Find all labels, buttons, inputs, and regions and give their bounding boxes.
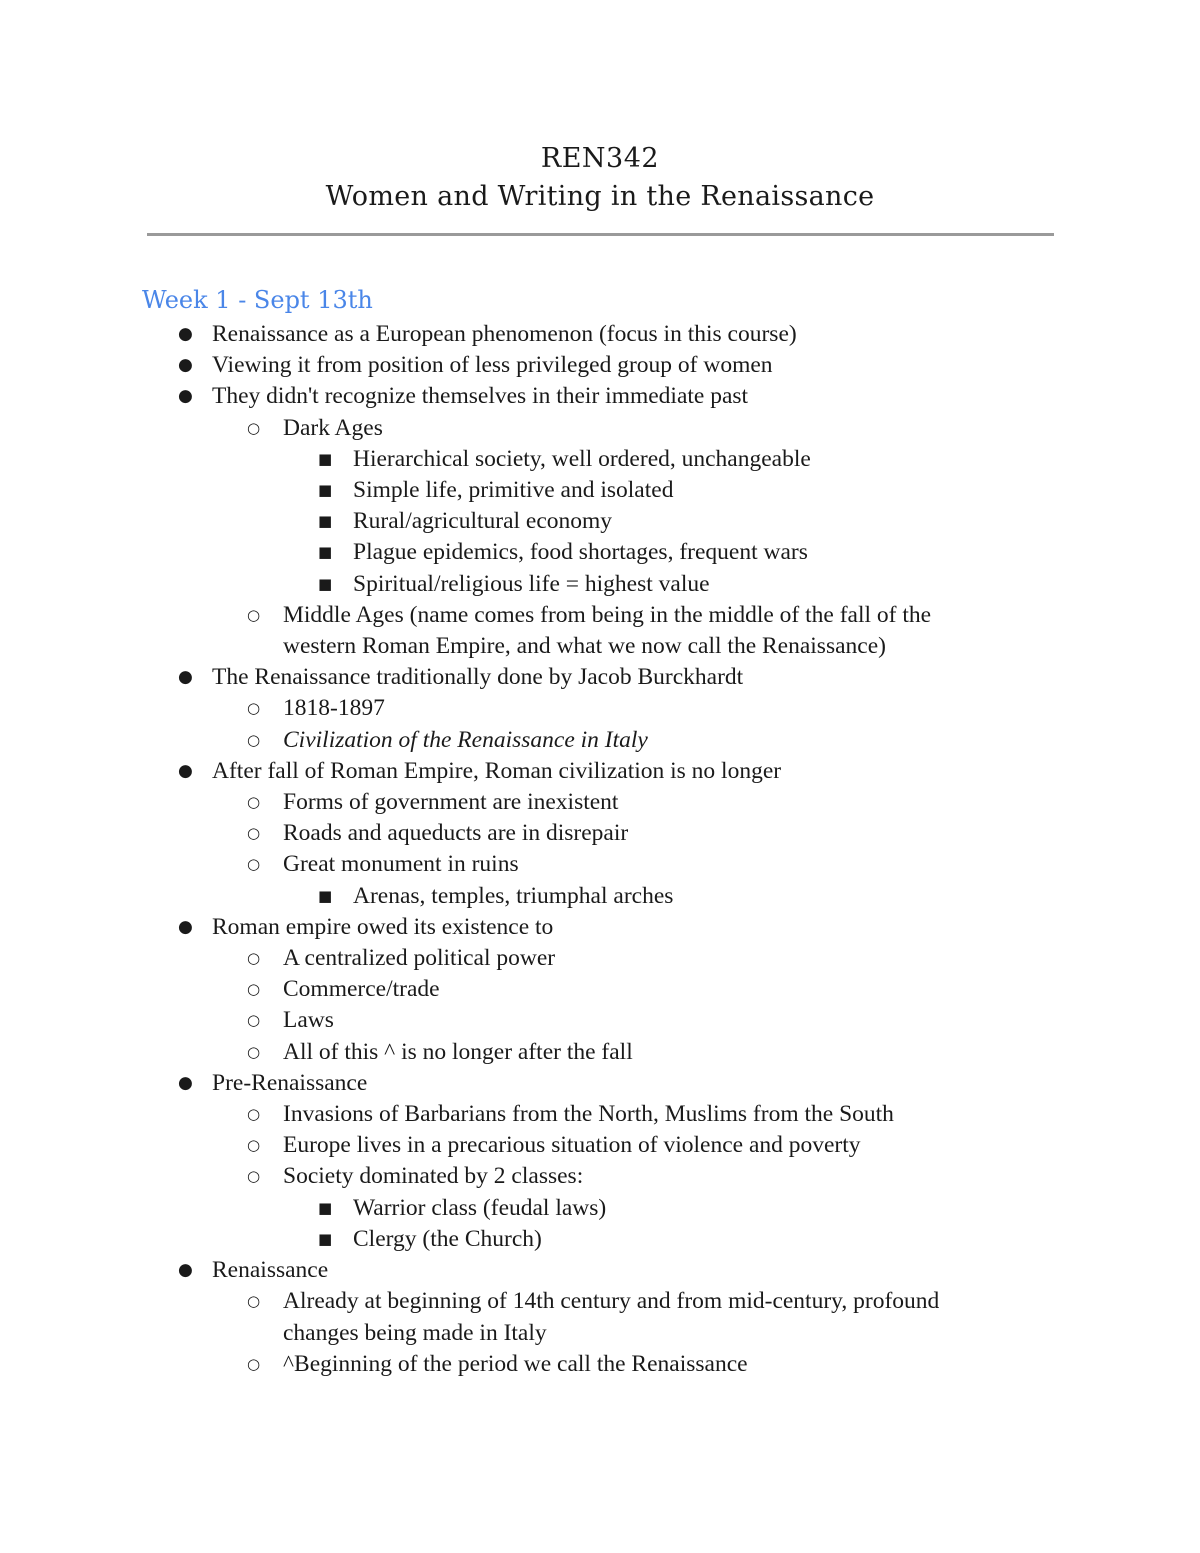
list-item-level-1 <box>0 350 1012 381</box>
bullet-square-icon: ■ <box>318 1198 333 1217</box>
list-item-level-2 <box>0 725 1008 756</box>
bullet-square-icon: ■ <box>318 1229 333 1248</box>
list-item-level-2 <box>0 943 1008 974</box>
list-item-text: Dark Ages <box>283 414 383 441</box>
list-item-text: Spiritual/religious life = highest value <box>353 570 710 597</box>
list-item-text: Invasions of Barbarians from the North, Muslims from the South <box>283 1101 894 1128</box>
bullet-square-icon: ■ <box>318 512 333 531</box>
list-item-level-2 <box>0 1005 1008 1036</box>
bullet-dot-icon: ● <box>178 324 193 344</box>
list-item-text: Commerce/trade <box>283 976 440 1003</box>
list-item-text: Forms of government are inexistent <box>283 789 619 816</box>
bullet-circle-icon: ○ <box>247 949 261 968</box>
list-item-text: Pre-Renaissance <box>212 1069 368 1096</box>
bullet-dot-icon: ● <box>178 1072 193 1093</box>
list-item-text: Warrior class (feudal laws) <box>353 1194 607 1221</box>
list-item-level-2 <box>0 413 1008 444</box>
list-item-text: ^Beginning of the period we call the Renaissance <box>283 1350 748 1377</box>
bullet-dot-icon: ● <box>178 1260 193 1281</box>
bullet-circle-icon: ○ <box>247 1042 261 1061</box>
list-item-level-1 <box>0 1255 1012 1286</box>
bullet-circle-icon: ○ <box>247 793 261 812</box>
list-item-text: Renaissance as a European phenomenon (focus in this course) <box>212 321 797 347</box>
section-heading: Week 1 - Sept 13th <box>142 286 373 314</box>
list-item-level-2 <box>0 1130 1008 1161</box>
list-item-level-2 <box>0 1286 1008 1348</box>
bullet-circle-icon: ○ <box>247 1136 261 1155</box>
list-item-text: Clergy (the Church) <box>353 1225 542 1252</box>
list-item-level-1 <box>0 381 1012 412</box>
list-item-level-2 <box>0 693 1008 724</box>
list-item-level-2 <box>0 1037 1008 1068</box>
list-item-text: Plague epidemics, food shortages, frequent wars <box>353 539 808 566</box>
list-item-level-3 <box>0 444 1008 475</box>
list-item-level-2 <box>0 818 1008 849</box>
list-item-text: Roman empire owed its existence to <box>212 913 554 940</box>
bullet-circle-icon: ○ <box>247 1105 261 1124</box>
bullet-circle-icon: ○ <box>247 1167 261 1186</box>
bullet-square-icon: ■ <box>318 574 333 593</box>
list-item-text: Hierarchical society, well ordered, unchangeable <box>353 445 811 472</box>
list-item-text: Rural/agricultural economy <box>353 508 613 535</box>
bullet-circle-icon: ○ <box>247 824 261 843</box>
list-item-text: Roads and aqueducts are in disrepair <box>283 820 629 847</box>
bullet-dot-icon: ● <box>178 760 193 781</box>
list-item-level-3 <box>0 506 1008 537</box>
notes-outline <box>0 319 1200 1380</box>
course-title: Women and Writing in the Renaissance <box>325 181 875 212</box>
list-item-level-1 <box>0 319 1012 350</box>
bullet-dot-icon: ● <box>178 386 193 407</box>
bullet-dot-icon: ● <box>178 355 193 376</box>
bullet-circle-icon: ○ <box>247 1011 261 1030</box>
bullet-square-icon: ■ <box>318 481 333 500</box>
bullet-dot-icon: ● <box>178 667 193 688</box>
list-item-text: All of this ^ is no longer after the fall <box>283 1038 633 1065</box>
list-item-level-1 <box>0 1068 1012 1099</box>
bullet-square-icon: ■ <box>318 449 333 468</box>
horizontal-rule <box>147 233 1054 236</box>
list-item-level-2 <box>0 1099 1008 1130</box>
list-item-level-2 <box>0 1161 1008 1192</box>
list-item-level-3 <box>0 537 1008 568</box>
list-item-level-2 <box>0 849 1008 880</box>
list-item-level-2 <box>0 974 1008 1005</box>
list-item-text: Viewing it from position of less privileged group of women <box>212 352 773 379</box>
list-item-level-2 <box>0 1349 1008 1380</box>
list-item-text: Arenas, temples, triumphal arches <box>353 882 674 909</box>
list-item-level-3 <box>0 475 1008 506</box>
list-item-text: Great monument in ruins <box>283 851 519 878</box>
bullet-circle-icon: ○ <box>247 1292 261 1311</box>
list-item-level-2 <box>0 787 1008 818</box>
bullet-circle-icon: ○ <box>247 1354 261 1373</box>
bullet-circle-icon: ○ <box>247 418 261 437</box>
list-item-text: A centralized political power <box>283 945 556 972</box>
list-item-level-1 <box>0 756 1012 787</box>
bullet-dot-icon: ● <box>178 916 193 937</box>
list-item-text: 1818-1897 <box>283 695 385 722</box>
list-item-text: Europe lives in a precarious situation of violence and poverty <box>283 1132 861 1159</box>
list-item-level-1 <box>0 662 1012 693</box>
list-item-text: Already at beginning of 14th century and from mid-century, profound changes being made in Italy <box>283 1288 940 1346</box>
list-item-level-3 <box>0 1224 1008 1255</box>
list-item-level-3 <box>0 881 1008 912</box>
bullet-circle-icon: ○ <box>247 855 261 874</box>
bullet-circle-icon: ○ <box>247 605 261 624</box>
document-header <box>0 140 1200 216</box>
list-item-level-2 <box>0 600 1008 662</box>
bullet-square-icon: ■ <box>318 543 333 562</box>
bullet-circle-icon: ○ <box>247 699 261 718</box>
list-item-text: After fall of Roman Empire, Roman civilization is no longer <box>212 757 782 784</box>
list-item-level-1 <box>0 912 1012 943</box>
list-item-text: Society dominated by 2 classes: <box>283 1163 584 1190</box>
course-code: REN342 <box>540 143 660 174</box>
bullet-circle-icon: ○ <box>247 730 261 749</box>
list-item-text: Middle Ages (name comes from being in the middle of the fall of the western Roman Empire, and what we now call the Renaissance) <box>283 601 932 660</box>
list-item-level-3 <box>0 1193 1008 1224</box>
list-item-text: They didn't recognize themselves in their immediate past <box>212 383 749 410</box>
list-item-text: The Renaissance traditionally done by Jacob Burckhardt <box>212 664 744 691</box>
bullet-square-icon: ■ <box>318 886 333 905</box>
list-item-text: Laws <box>283 1007 334 1034</box>
bullet-circle-icon: ○ <box>247 980 261 999</box>
list-item-level-3 <box>0 569 1008 600</box>
list-item-text: Simple life, primitive and isolated <box>353 477 674 504</box>
list-item-text: Civilization of the Renaissance in Italy <box>283 726 648 753</box>
list-item-text: Renaissance <box>212 1257 329 1284</box>
